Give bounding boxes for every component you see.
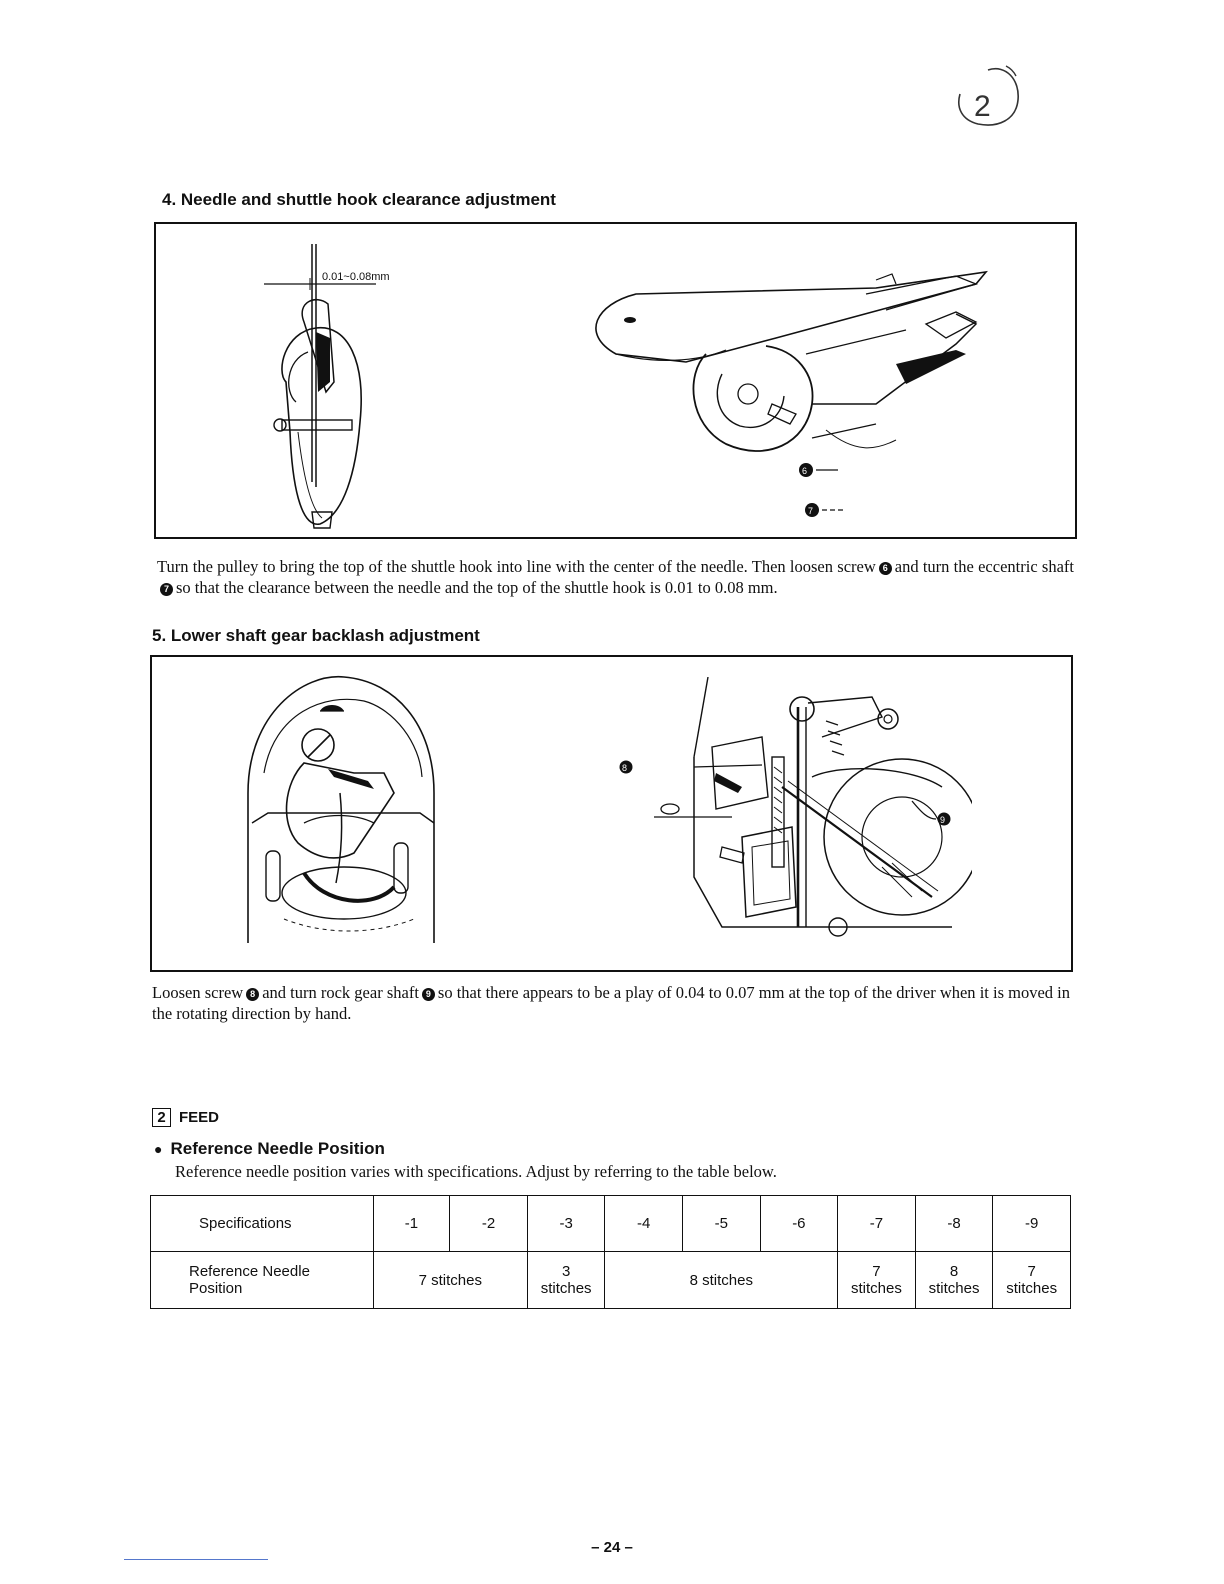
section5-heading: 5. Lower shaft gear backlash adjustment bbox=[152, 626, 480, 645]
screw-8-badge: 8 bbox=[246, 988, 259, 1001]
screw-6-badge: 6 bbox=[879, 562, 892, 575]
table-row-specifications bbox=[151, 1196, 1071, 1252]
bullet-icon: ● bbox=[154, 1141, 163, 1157]
position-cell bbox=[838, 1252, 916, 1309]
position-unit: stitches bbox=[928, 1280, 980, 1297]
feed-intro-text: Reference needle position varies with specifications. Adjust by referring to the table below. bbox=[175, 1162, 777, 1181]
spec-cell: -5 bbox=[683, 1196, 761, 1252]
handwritten-circled-mark bbox=[948, 62, 1038, 140]
reference-needle-heading bbox=[154, 1139, 385, 1159]
position-unit: stitches bbox=[540, 1280, 592, 1297]
callout-8-label: 8 bbox=[622, 763, 628, 773]
clearance-label: 0.01~0.08mm bbox=[322, 271, 390, 283]
section4-heading: 4. Needle and shuttle hook clearance adjustment bbox=[162, 190, 556, 209]
position-unit: stitches bbox=[1006, 1280, 1058, 1297]
footer-rule bbox=[124, 1559, 268, 1560]
page-number: – 24 – bbox=[591, 1539, 633, 1556]
spec-cell: -3 bbox=[527, 1196, 605, 1252]
position-cell bbox=[527, 1252, 605, 1309]
section4-text-part2: and turn the eccentric shaft bbox=[894, 557, 1074, 576]
spec-cell: -7 bbox=[838, 1196, 916, 1252]
position-cell: 8 stitches bbox=[605, 1252, 838, 1309]
reference-needle-table bbox=[150, 1195, 1071, 1309]
feed-section-number: 2 bbox=[152, 1108, 171, 1127]
spec-cell: -8 bbox=[915, 1196, 993, 1252]
shaft-9-badge: 9 bbox=[422, 988, 435, 1001]
position-number: 3 bbox=[561, 1263, 571, 1280]
spec-header-cell: Specifications bbox=[151, 1196, 374, 1252]
reference-needle-header-cell bbox=[151, 1252, 374, 1309]
feed-heading bbox=[152, 1108, 219, 1127]
callout-9-label: 9 bbox=[940, 815, 946, 825]
section5-figure-frame bbox=[150, 655, 1073, 972]
section4-text-part3: so that the clearance between the needle and the top of the shuttle hook is 0.01 to 0.08 mm. bbox=[176, 578, 778, 597]
position-cell bbox=[993, 1252, 1071, 1309]
section4-paragraph bbox=[157, 556, 1074, 598]
hook-gear-illustration bbox=[244, 673, 444, 963]
bed-plate-hook-illustration bbox=[576, 254, 1066, 534]
needle-shuttle-hook-illustration bbox=[256, 242, 496, 532]
reference-needle-heading-text: Reference Needle Position bbox=[170, 1139, 385, 1158]
section4-text-part1: Turn the pulley to bring the top of the shuttle hook into line with the center of the needle. Then loosen screw bbox=[157, 557, 876, 576]
section4-figure-frame bbox=[154, 222, 1077, 539]
handwritten-mark-text: 2 bbox=[974, 90, 991, 123]
position-number: 8 bbox=[949, 1263, 959, 1280]
rock-gear-shaft-illustration bbox=[612, 677, 972, 967]
spec-cell: -4 bbox=[605, 1196, 683, 1252]
position-cell: 7 stitches bbox=[373, 1252, 527, 1309]
position-number: 7 bbox=[872, 1263, 881, 1280]
section5-text-part2: and turn rock gear shaft bbox=[262, 983, 419, 1002]
spec-cell: -6 bbox=[760, 1196, 838, 1252]
section5-text-part1: Loosen screw bbox=[152, 983, 244, 1002]
reference-needle-label-line1: Reference Needle bbox=[189, 1263, 310, 1280]
reference-needle-label-line2: Position bbox=[189, 1280, 243, 1297]
spec-cell: -1 bbox=[373, 1196, 450, 1252]
section5-paragraph bbox=[152, 982, 1070, 1024]
callout-6-label: 6 bbox=[802, 466, 808, 476]
callout-7-label: 7 bbox=[808, 506, 814, 516]
shaft-7-badge: 7 bbox=[160, 583, 173, 596]
table-row-reference-needle-position bbox=[151, 1252, 1071, 1309]
position-unit: stitches bbox=[851, 1280, 902, 1297]
position-cell bbox=[915, 1252, 993, 1309]
feed-heading-text: FEED bbox=[179, 1109, 220, 1126]
section5-text-part3: so that there appears to be a play of 0.04 to 0.07 mm at the top of the driver when it is moved in the rotating direction by hand. bbox=[152, 983, 1071, 1023]
spec-cell: -9 bbox=[993, 1196, 1071, 1252]
position-number: 7 bbox=[1027, 1263, 1036, 1280]
spec-cell: -2 bbox=[450, 1196, 528, 1252]
